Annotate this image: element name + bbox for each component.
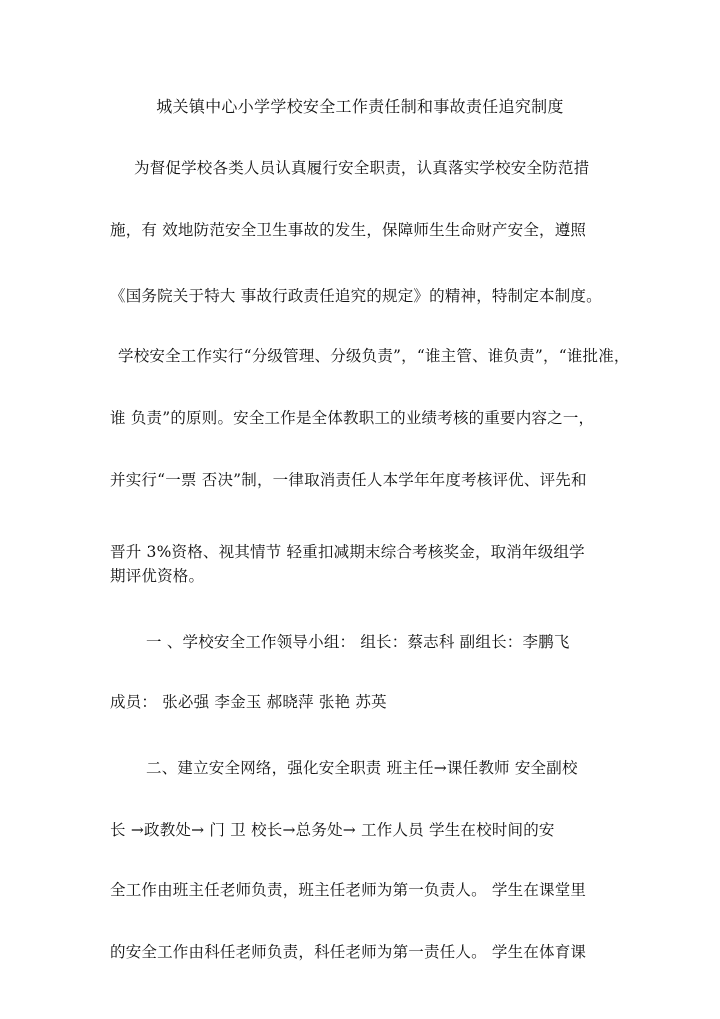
body-line-13: 全工作由班主任老师负责，班主任老师为第一负责人。 学生在课堂里 (110, 881, 587, 899)
body-line-5: 谁 负责”的原则。安全工作是全体教职工的业绩考核的重要内容之一， (110, 409, 595, 427)
body-line-6: 并实行“一票 否决”制，一律取消责任人本学年年度考核评优、评先和 (110, 471, 587, 489)
body-line-1: 为督促学校各类人员认真履行安全职责，认真落实学校安全防范措 (134, 159, 590, 177)
document-title: 城关镇中心小学学校安全工作责任制和事故责任追究制度 (156, 97, 564, 116)
body-line-3: 《国务院关于特大 事故行政责任追究的规定》的精神，特制定本制度。 (110, 287, 602, 305)
body-line-7: 晋升 3%资格、视其情节 轻重扣减期末综合考核奖金，取消年级组学 (110, 543, 585, 561)
body-line-2: 施，有 效地防范安全卫生事故的发生，保障师生生命财产安全，遵照 (110, 221, 587, 239)
body-line-8: 期评优资格。 (110, 567, 205, 585)
section-2-heading: 二、建立安全网络，强化安全职责 班主任→课任教师 安全副校 (146, 759, 578, 777)
section-1-heading: 一 、学校安全工作领导小组： 组长：蔡志科 副组长：李鹏飞 (146, 633, 570, 651)
body-line-12: 长 →政教处→ 门 卫 校长→总务处→ 工作人员 学生在校时间的安 (110, 821, 555, 839)
body-line-14: 的安全工作由科任老师负责，科任老师为第一责任人。 学生在体育课 (110, 943, 587, 961)
members-line: 成员： 张必强 李金玉 郝晓萍 张艳 苏英 (110, 693, 387, 711)
body-line-4: 学校安全工作实行“分级管理、分级负责”，“谁主管、谁负责”，“谁批准， (118, 347, 630, 365)
